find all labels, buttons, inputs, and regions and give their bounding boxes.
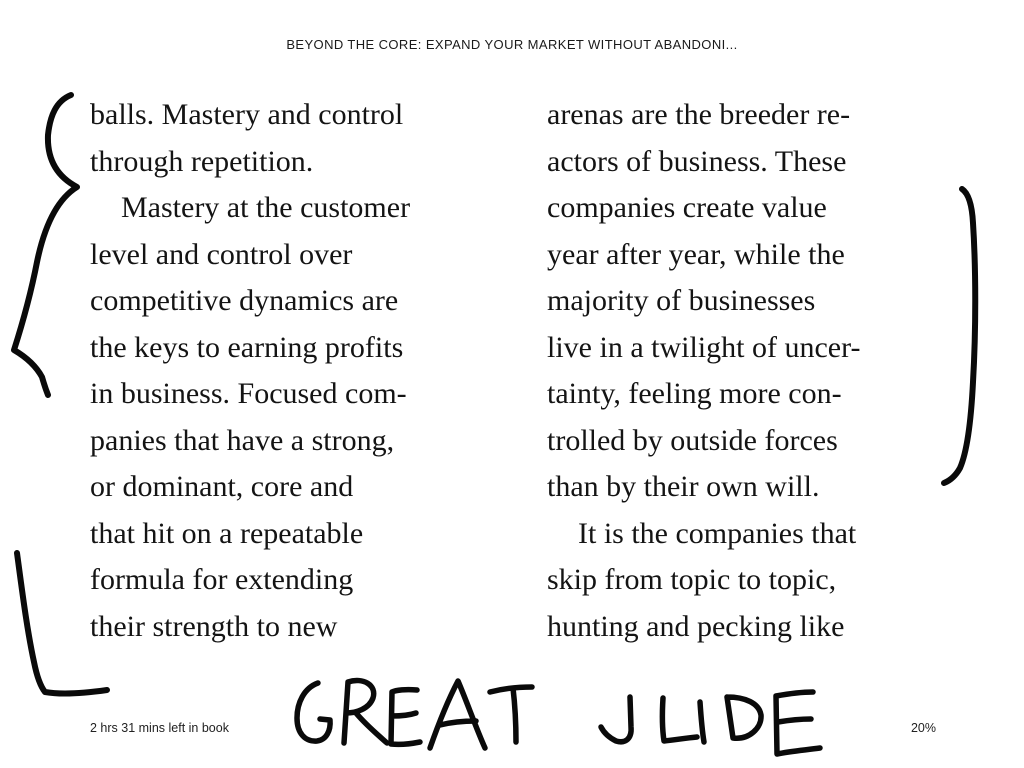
text-line: hunting and pecking like bbox=[547, 609, 845, 643]
text-line: It is the companies that bbox=[578, 516, 857, 550]
text-line: balls. Mastery and control bbox=[90, 98, 404, 131]
book-title: BEYOND THE CORE: EXPAND YOUR MARKET WITHOUT ABANDONI... bbox=[286, 37, 738, 52]
text-line: actors of business. These bbox=[547, 144, 847, 178]
text-line: that hit on a repeatable bbox=[90, 516, 364, 550]
text-line: level and control over bbox=[90, 237, 353, 271]
text-line: in business. Focused com- bbox=[90, 377, 407, 410]
time-left-label: 2 hrs 31 mins left in book bbox=[90, 721, 229, 735]
text-line: skip from topic to topic, bbox=[547, 563, 837, 596]
text-line: arenas are the breeder re- bbox=[547, 98, 851, 131]
ink-curly-brace bbox=[14, 95, 77, 395]
text-line: or dominant, core and bbox=[90, 470, 354, 503]
text-line: majority of businesses bbox=[547, 284, 816, 317]
text-line: competitive dynamics are bbox=[90, 284, 399, 317]
text-line: formula for extending bbox=[90, 563, 354, 596]
right-text-column bbox=[547, 92, 947, 650]
text-line: live in a twilight of uncer- bbox=[547, 330, 861, 364]
text-line: Mastery at the customer bbox=[121, 191, 411, 224]
text-line: the keys to earning profits bbox=[90, 330, 404, 364]
text-line: companies create value bbox=[547, 191, 827, 224]
text-line: tainty, feeling more con- bbox=[547, 377, 842, 410]
text-line: trolled by outside forces bbox=[547, 423, 838, 457]
left-text-column bbox=[90, 92, 490, 650]
progress-percent-label: 20% bbox=[910, 721, 936, 735]
text-line: through repetition. bbox=[90, 144, 314, 178]
handwritten-note bbox=[297, 680, 820, 754]
ink-right-bracket bbox=[944, 189, 975, 483]
text-line: year after year, while the bbox=[547, 237, 845, 271]
text-line: than by their own will. bbox=[547, 470, 820, 503]
text-line: panies that have a strong, bbox=[90, 423, 395, 457]
text-line: their strength to new bbox=[90, 609, 338, 643]
